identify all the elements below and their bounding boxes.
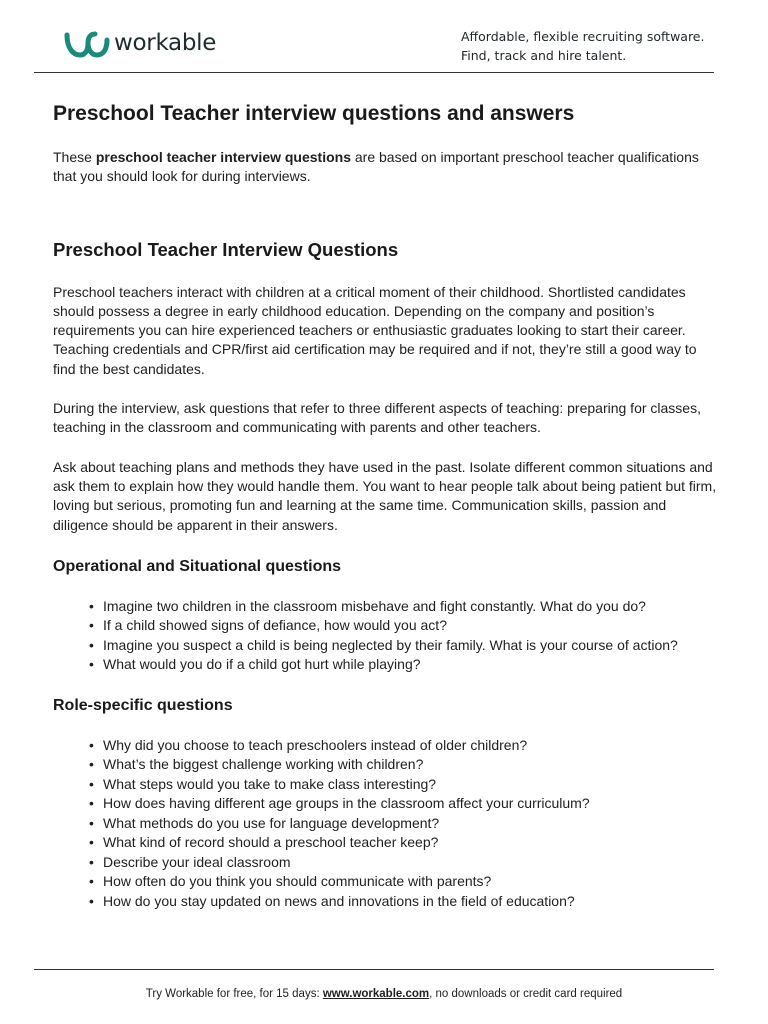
- intro-suffix: are based on important preschool teacher qualifications that you should look for during interviews.: [53, 149, 699, 185]
- list-item: [89, 755, 719, 775]
- list-item: [89, 597, 719, 617]
- body-paragraph-2: During the interview, ask questions that refer to three different aspects of teaching: preparing for classes, teaching in the classroom and communicating with parents and other teachers.: [53, 400, 701, 436]
- list-item-text: Describe your ideal classroom: [103, 853, 291, 870]
- list-item-text: Why did you choose to teach preschoolers instead of older children?: [103, 736, 528, 753]
- body-paragraph-3: Ask about teaching plans and methods they have used in the past. Isolate different common situations and ask them to explain how they would handle them. You want to hear people talk about being patient but firm, loving but serious, promoting fun and learning at the same time. Communication skills, passion and diligence should be apparent in their answers.: [53, 458, 717, 533]
- bullet-icon: •: [89, 853, 94, 870]
- list-item-text: Imagine two children in the classroom misbehave and fight constantly. What do you do?: [103, 597, 646, 614]
- bullet-icon: •: [89, 636, 94, 653]
- list-item: [89, 853, 719, 873]
- list-item-text: What would you do if a child got hurt while playing?: [103, 656, 421, 673]
- bullet-icon: •: [89, 756, 94, 773]
- list-item-text: If a child showed signs of defiance, how would you act?: [103, 617, 447, 634]
- workable-logo[interactable]: [64, 28, 216, 60]
- document-body: [53, 100, 719, 911]
- operational-heading: Operational and Situational questions: [53, 557, 342, 575]
- list-item: [89, 794, 719, 814]
- bullet-icon: •: [89, 597, 94, 614]
- intro-bold: preschool teacher interview questions: [95, 149, 351, 165]
- list-item-text: Imagine you suspect a child is being neglected by their family. What is your course of action?: [103, 636, 678, 653]
- role-specific-list: [89, 736, 719, 912]
- list-item: [89, 636, 719, 656]
- list-item: [89, 616, 719, 636]
- footer-link[interactable]: www.workable.com: [322, 988, 430, 1000]
- bullet-icon: •: [89, 617, 94, 634]
- list-item-text: What’s the biggest challenge working with children?: [103, 756, 424, 773]
- footer-divider: [34, 969, 714, 970]
- page-title: Preschool Teacher interview questions and answers: [53, 102, 575, 125]
- list-item-text: How often do you think you should communicate with parents?: [103, 873, 492, 890]
- list-item: [89, 892, 719, 912]
- footer-prefix: Try Workable for free, for 15 days:: [145, 988, 323, 1000]
- list-item-text: How does having different age groups in the classroom affect your curriculum?: [103, 795, 590, 812]
- body-paragraph-1: Preschool teachers interact with children at a critical moment of their childhood. Shortlisted candidates should possess a degree in early childhood education. Depending on the company and position’s requirements you can hire experienced teachers or enthusiastic graduates looking to start their career. Teaching credentials and CPR/first aid certification may be required and if not, they’re still a good way to find the best candidates.: [53, 283, 697, 377]
- list-item-text: How do you stay updated on news and innovations in the field of education?: [103, 892, 575, 909]
- list-item-text: What methods do you use for language development?: [103, 814, 440, 831]
- intro-prefix: These: [53, 149, 96, 165]
- bullet-icon: •: [89, 834, 94, 851]
- bullet-icon: •: [89, 736, 94, 753]
- header-divider: [34, 72, 714, 73]
- header-tagline: [461, 27, 704, 65]
- list-item-text: What steps would you take to make class interesting?: [103, 775, 437, 792]
- logo-text: workable: [114, 30, 217, 56]
- list-item: [89, 775, 719, 795]
- role-specific-heading: Role-specific questions: [53, 696, 233, 714]
- list-item: [89, 655, 719, 675]
- bullet-icon: •: [89, 873, 94, 890]
- section-heading: Preschool Teacher Interview Questions: [53, 238, 399, 260]
- intro-paragraph: [53, 148, 719, 187]
- footer-suffix: , no downloads or credit card required: [429, 988, 623, 1000]
- list-item: [89, 814, 719, 834]
- bullet-icon: •: [89, 892, 94, 909]
- tagline-line-1: Affordable, flexible recruiting software.: [461, 29, 705, 44]
- operational-list: [89, 597, 719, 675]
- bullet-icon: •: [89, 814, 94, 831]
- list-item-text: What kind of record should a preschool teacher keep?: [103, 834, 439, 851]
- page-footer: [0, 988, 768, 1000]
- bullet-icon: •: [89, 656, 94, 673]
- workable-logo-icon: [64, 28, 110, 60]
- bullet-icon: •: [89, 775, 94, 792]
- list-item: [89, 833, 719, 853]
- tagline-line-2: Find, track and hire talent.: [461, 48, 627, 63]
- bullet-icon: •: [89, 795, 94, 812]
- list-item: [89, 736, 719, 756]
- page-header: [0, 0, 768, 74]
- list-item: [89, 872, 719, 892]
